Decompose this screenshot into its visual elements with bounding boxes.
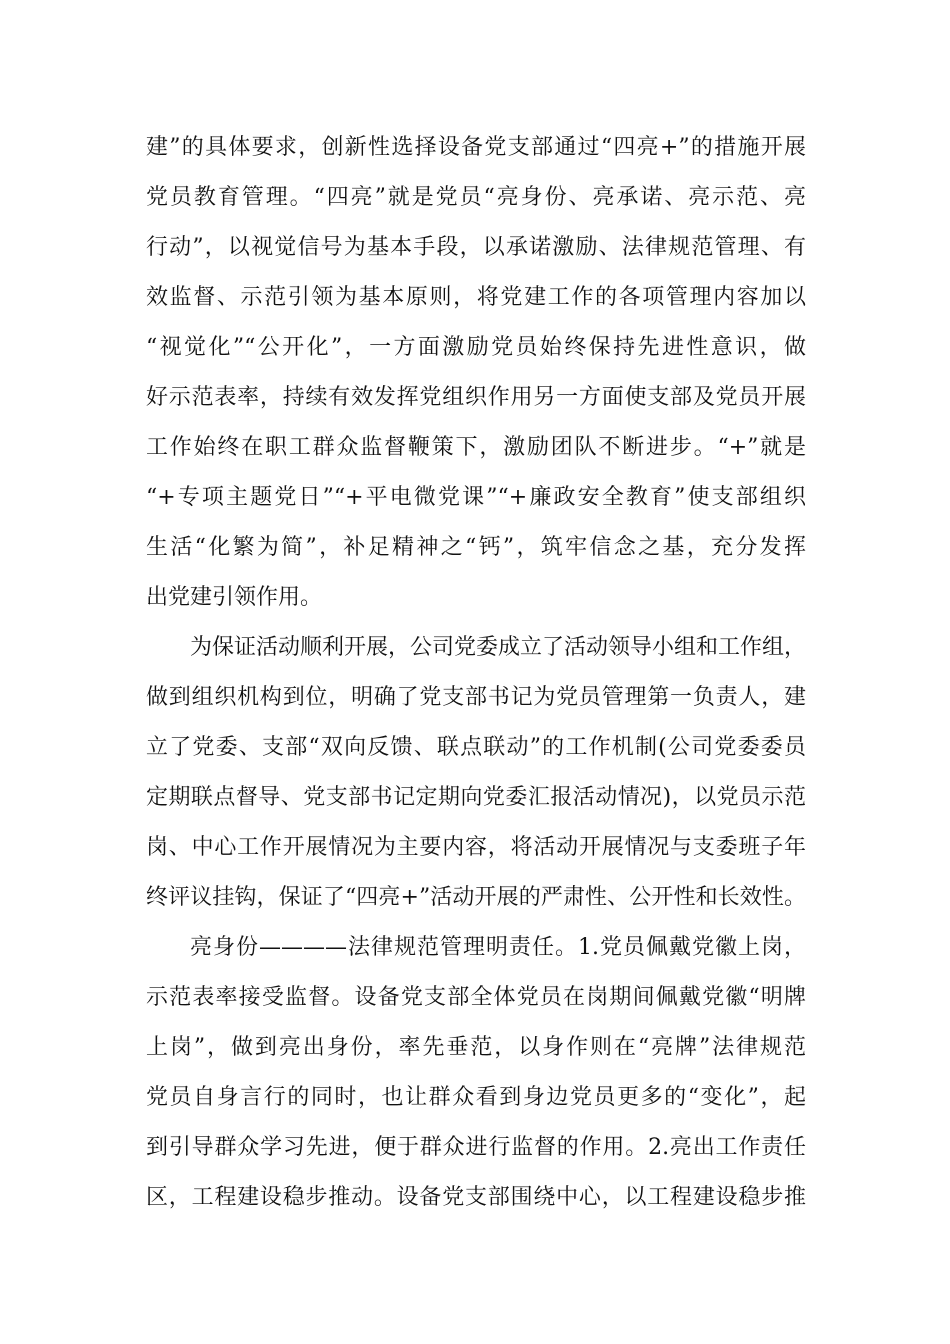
text-line: 示范表率接受监督。设备党支部全体党员在岗期间佩戴党徽“明牌 bbox=[146, 985, 806, 1010]
text-line: 岗、中心工作开展情况为主要内容，将活动开展情况与支委班子年 bbox=[146, 835, 806, 860]
text-line: 党员自身言行的同时，也让群众看到身边党员更多的“变化”，起 bbox=[146, 1085, 806, 1110]
text-line: 到引导群众学习先进，便于群众进行监督的作用。2.亮出工作责任 bbox=[146, 1135, 806, 1160]
text-line: 建”的具体要求，创新性选择设备党支部通过“四亮+”的措施开展 bbox=[146, 135, 806, 160]
text-line: 为保证活动顺利开展，公司党委成立了活动领导小组和工作组， bbox=[190, 635, 806, 660]
document-body bbox=[146, 123, 806, 1223]
text-line: 立了党委、支部“双向反馈、联点联动”的工作机制(公司党委委员 bbox=[146, 735, 806, 760]
paragraph-3 bbox=[146, 923, 806, 1223]
text-line: 出党建引领作用。 bbox=[146, 585, 323, 610]
text-line: 效监督、示范引领为基本原则，将党建工作的各项管理内容加以 bbox=[146, 285, 806, 310]
text-line: 好示范表率，持续有效发挥党组织作用另一方面使支部及党员开展 bbox=[146, 385, 806, 410]
text-line: “+专项主题党日”“+平电微党课”“+廉政安全教育”使支部组织 bbox=[146, 485, 806, 510]
paragraph-1 bbox=[146, 123, 806, 623]
text-line: 党员教育管理。“四亮”就是党员“亮身份、亮承诺、亮示范、亮 bbox=[146, 185, 806, 210]
text-line: “视觉化”“公开化”，一方面激励党员始终保持先进性意识，做 bbox=[146, 335, 806, 360]
text-line: 做到组织机构到位，明确了党支部书记为党员管理第一负责人，建 bbox=[146, 685, 806, 710]
text-line: 行动”，以视觉信号为基本手段，以承诺激励、法律规范管理、有 bbox=[146, 235, 806, 260]
text-line: 终评议挂钩，保证了“四亮+”活动开展的严肃性、公开性和长效性。 bbox=[146, 885, 806, 910]
text-line: 生活“化繁为简”，补足精神之“钙”，筑牢信念之基，充分发挥 bbox=[146, 535, 806, 560]
text-line: 区，工程建设稳步推动。设备党支部围绕中心，以工程建设稳步推 bbox=[146, 1185, 806, 1210]
text-line: 定期联点督导、党支部书记定期向党委汇报活动情况)，以党员示范 bbox=[146, 785, 806, 810]
paragraph-2 bbox=[146, 623, 806, 923]
text-line: 工作始终在职工群众监督鞭策下，激励团队不断进步。“+”就是 bbox=[146, 435, 806, 460]
text-line: 上岗”，做到亮出身份，率先垂范，以身作则在“亮牌”法律规范 bbox=[146, 1035, 806, 1060]
text-line: 亮身份————法律规范管理明责任。1.党员佩戴党徽上岗， bbox=[190, 935, 806, 960]
